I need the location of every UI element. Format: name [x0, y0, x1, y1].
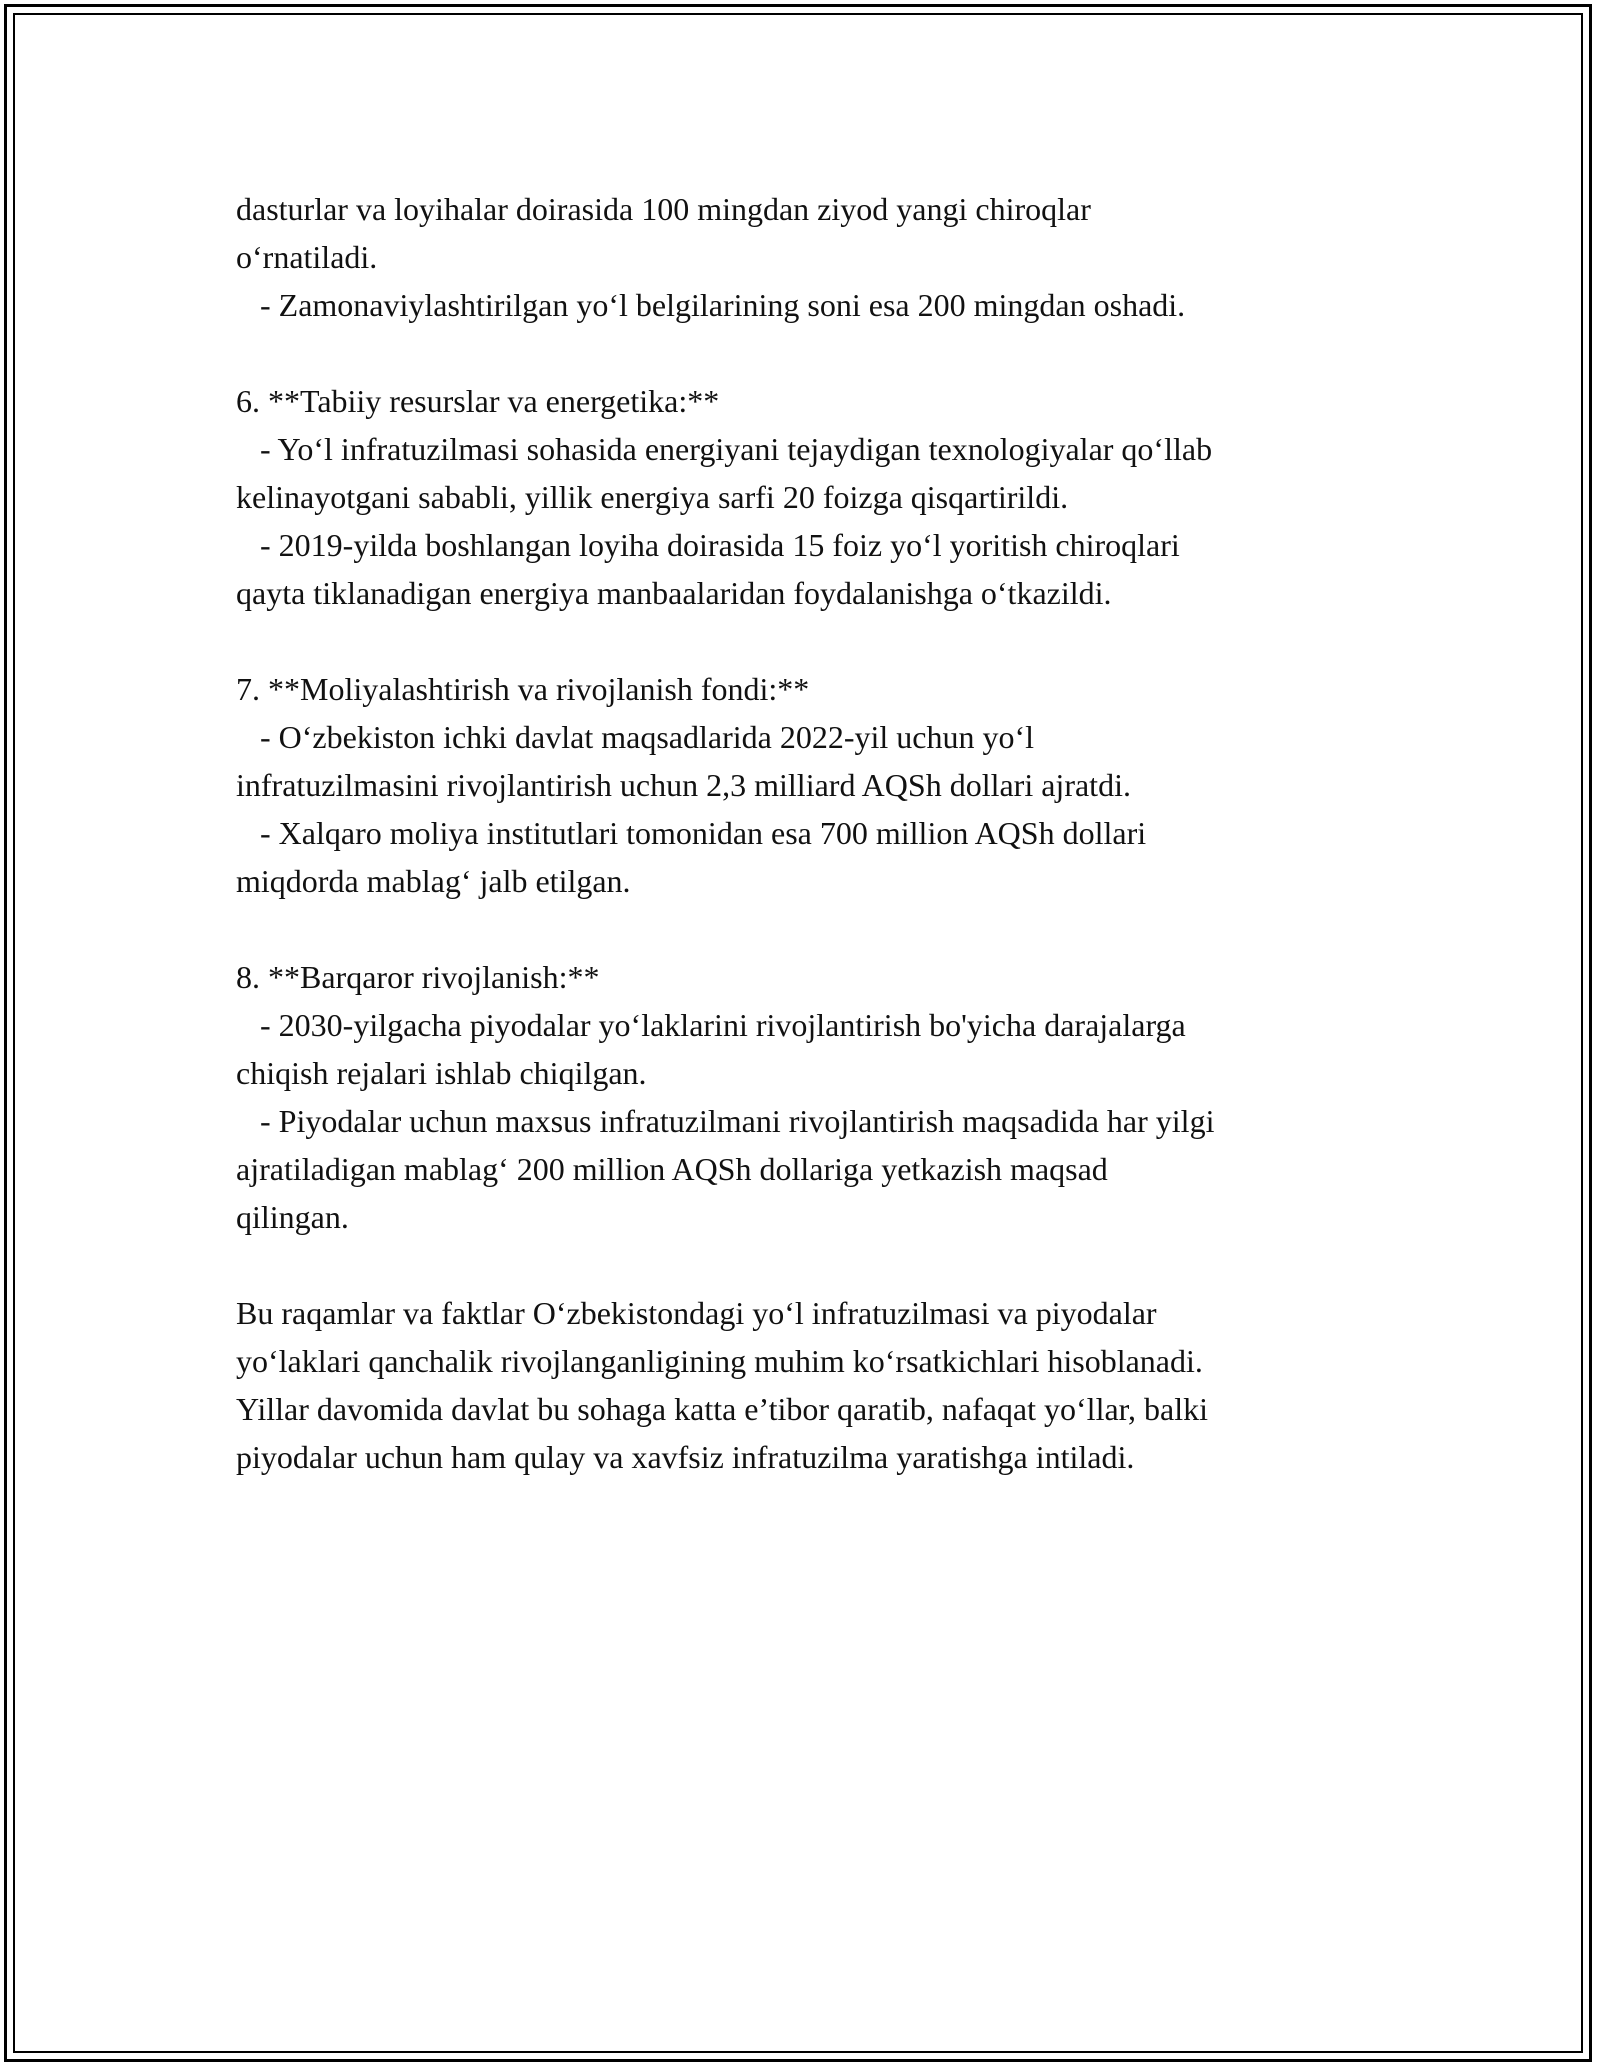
- text-line: - Yo‘l infratuzilmasi sohasida energiyani tejaydigan texnologiyalar qo‘llab: [236, 431, 1213, 467]
- conclusion-line: Bu raqamlar va faktlar O‘zbekistondagi yo‘l infratuzilmasi va piyodalar: [236, 1295, 1157, 1331]
- text-line: ajratiladigan mablag‘ 200 million AQSh dollariga yetkazish maqsad: [236, 1151, 1108, 1187]
- text-line: - 2019-yilda boshlangan loyiha doirasida 15 foiz yo‘l yoritish chiroqlari: [236, 527, 1180, 563]
- text-line: chiqish rejalari ishlab chiqilgan.: [236, 1055, 647, 1091]
- text-line: infratuzilmasini rivojlantirish uchun 2,3 milliard AQSh dollari ajratdi.: [236, 767, 1131, 803]
- text-line: qayta tiklanadigan energiya manbaalaridan foydalanishga o‘tkazildi.: [236, 575, 1112, 611]
- paragraph-gap: [236, 329, 1386, 377]
- text-line: - Zamonaviylashtirilgan yo‘l belgilarining soni esa 200 mingdan oshadi.: [236, 287, 1186, 323]
- text-line: - Xalqaro moliya institutlari tomonidan esa 700 million AQSh dollari: [236, 815, 1147, 851]
- document-body: [236, 185, 1386, 1481]
- section-heading-6: 6. **Tabiiy resurslar va energetika:**: [236, 383, 720, 419]
- text-line: dasturlar va loyihalar doirasida 100 mingdan ziyod yangi chiroqlar: [236, 191, 1091, 227]
- text-line: miqdorda mablag‘ jalb etilgan.: [236, 863, 631, 899]
- text-line: o‘rnatiladi.: [236, 239, 378, 275]
- text-line: - O‘zbekiston ichki davlat maqsadlarida 2022-yil uchun yo‘l: [236, 719, 1035, 755]
- text-line: - Piyodalar uchun maxsus infratuzilmani rivojlantirish maqsadida har yilgi: [236, 1103, 1215, 1139]
- paragraph-gap: [236, 905, 1386, 953]
- conclusion-line: yo‘laklari qanchalik rivojlanganligining muhim ko‘rsatkichlari hisoblanadi.: [236, 1343, 1203, 1379]
- text-line: qilingan.: [236, 1199, 349, 1235]
- conclusion-line: piyodalar uchun ham qulay va xavfsiz infratuzilma yaratishga intiladi.: [236, 1439, 1135, 1475]
- section-heading-7: 7. **Moliyalashtirish va rivojlanish fondi:**: [236, 671, 810, 707]
- conclusion-line: Yillar davomida davlat bu sohaga katta e’tibor qaratib, nafaqat yo‘llar, balki: [236, 1391, 1209, 1427]
- paragraph-gap: [236, 1241, 1386, 1289]
- paragraph-gap: [236, 617, 1386, 665]
- text-line: - 2030-yilgacha piyodalar yo‘laklarini rivojlantirish bo'yicha darajalarga: [236, 1007, 1186, 1043]
- section-heading-8: 8. **Barqaror rivojlanish:**: [236, 959, 600, 995]
- text-line: kelinayotgani sababli, yillik energiya sarfi 20 foizga qisqartirildi.: [236, 479, 1069, 515]
